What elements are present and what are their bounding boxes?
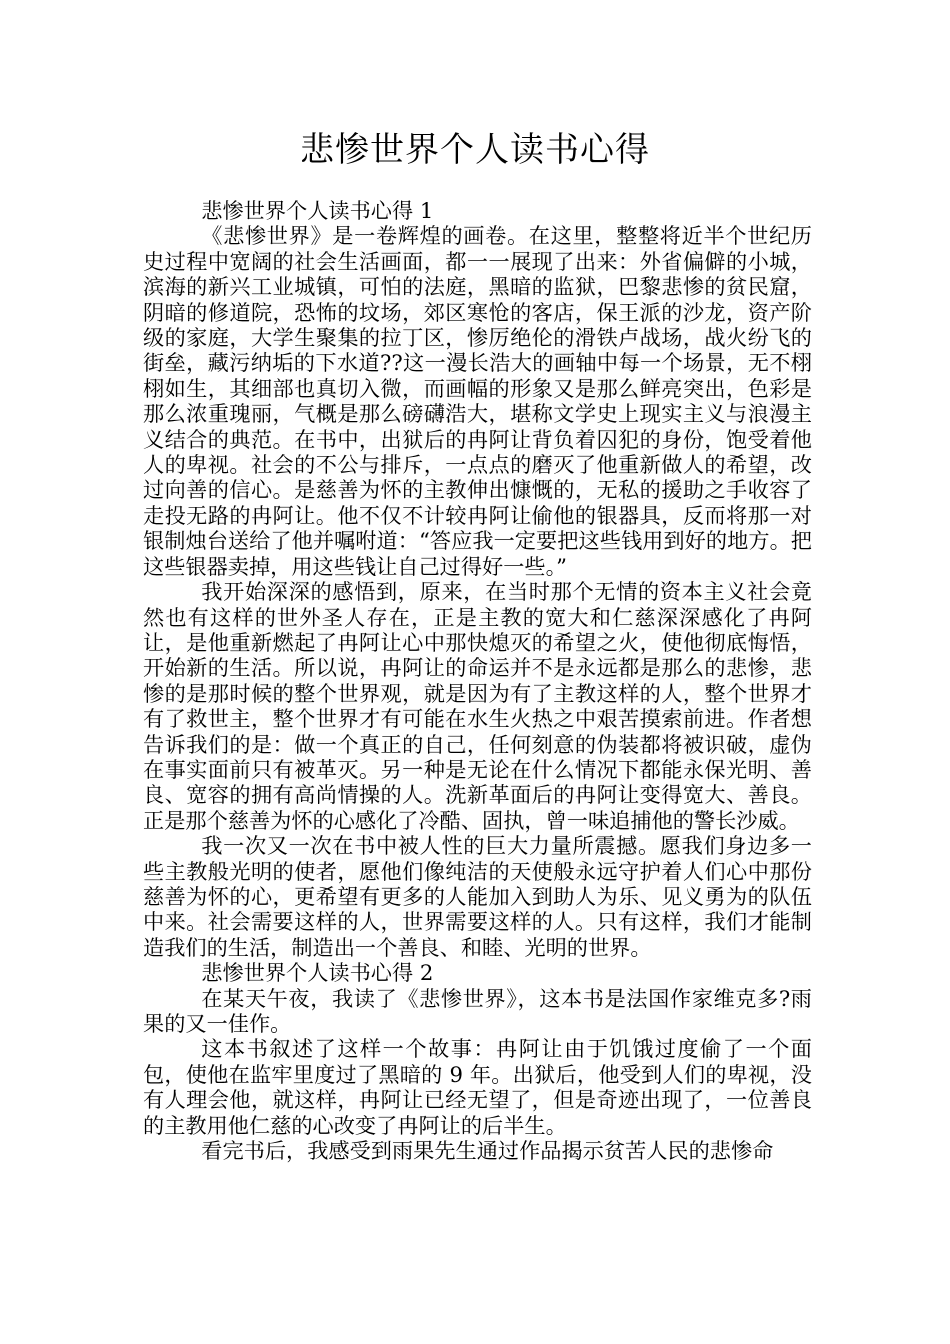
section-2-paragraph-1: 在某天午夜，我读了《悲惨世界》，这本书是法国作家维克多?雨果的又一佳作。 <box>143 985 812 1036</box>
section-1-paragraph-1: 《悲惨世界》是一卷辉煌的画卷。在这里，整整将近半个世纪历史过程中宽阔的社会生活画面，都一一展现了出来：外省偏僻的小城，滨海的新兴工业城镇，可怕的法庭，黑暗的监狱，巴黎悲惨的贫民窟，阴暗的修道院，恐怖的坟场，郊区寒怆的客店，保王派的沙龙，资产阶级的家庭，大学生聚集的拉丁区，惨厉绝伦的滑铁卢战场，战火纷飞的街垒，藏污纳垢的下水道??这一漫长浩大的画轴中每一个场景，无不栩栩如生，其细部也真切入微，而画幅的形象又是那么鲜亮突出，色彩是那么浓重瑰丽，气概是那么磅礴浩大，堪称文学史上现实主义与浪漫主义结合的典范。在书中，出狱后的冉阿让背负着囚犯的身份，饱受着他人的卑视。社会的不公与排斥，一点点的磨灭了他重新做人的希望，改过向善的信心。是慈善为怀的主教伸出慷慨的，无私的援助之手收容了走投无路的冉阿让。他不仅不计较冉阿让偷他的银器具，反而将那一对银制烛台送给了他并嘱咐道：“答应我一定要把这些钱用到好的地方。把这些银器卖掉，用这些钱让自己过得好一些。” <box>143 223 812 579</box>
section-2-heading: 悲惨世界个人读书心得 2 <box>201 960 434 986</box>
section-2-paragraph-2: 这本书叙述了这样一个故事：冉阿让由于饥饿过度偷了一个面包，使他在监牢里度过了黑暗的 9 年。出狱后，他受到人们的卑视，没有人理会他，就这样，冉阿让已经无望了，但是奇迹出现了，一位善良的主教用他仁慈的心改变了冉阿让的后半生。 <box>143 1036 812 1138</box>
document-title: 悲惨世界个人读书心得 <box>300 130 650 170</box>
document-body <box>143 198 812 1163</box>
section-2-paragraph-3: 看完书后，我感受到雨果先生通过作品揭示贫苦人民的悲惨命 <box>201 1138 774 1164</box>
section-1-paragraph-2: 我开始深深的感悟到，原来，在当时那个无情的资本主义社会竟然也有这样的世外圣人存在，正是主教的宽大和仁慈深深感化了冉阿让，是他重新燃起了冉阿让心中那快熄灭的希望之火，使他彻底悔悟，开始新的生活。所以说，冉阿让的命运并不是永远都是那么的悲惨，悲惨的是那时候的整个世界观，就是因为有了主教这样的人，整个世界才有了救世主，整个世界才有可能在水生火热之中艰苦摸索前进。作者想告诉我们的是：做一个真正的自己，任何刻意的伪装都将被识破，虚伪在事实面前只有被革灭。另一种是无论在什么情况下都能永保光明、善良、宽容的拥有高尚情操的人。洗新革面后的冉阿让变得宽大、善良。正是那个慈善为怀的心感化了冷酷、固执，曾一味追捕他的警长沙威。 <box>143 579 812 833</box>
section-1-heading: 悲惨世界个人读书心得 1 <box>201 198 434 223</box>
section-1-paragraph-3: 我一次又一次在书中被人性的巨大力量所震撼。愿我们身边多一些主教般光明的使者，愿他们像纯洁的天使般永远守护着人们心中那份慈善为怀的心，更希望有更多的人能加入到助人为乐、见义勇为的队伍中来。社会需要这样的人，世界需要这样的人。只有这样，我们才能制造我们的生活，制造出一个善良、和睦、光明的世界。 <box>143 833 812 960</box>
